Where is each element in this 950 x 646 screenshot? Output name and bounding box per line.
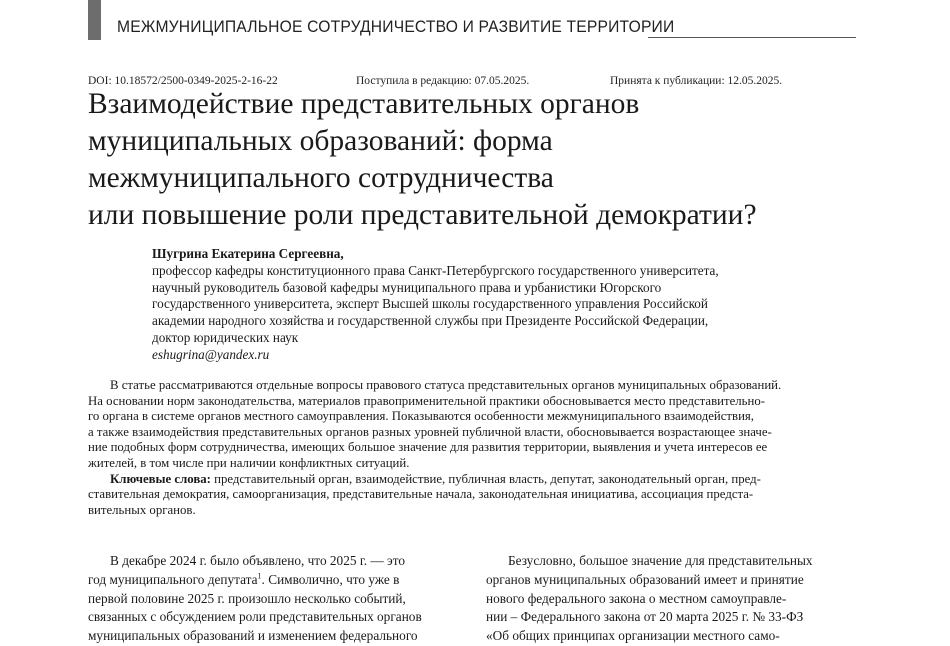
- doi: DOI: 10.18572/2500-0349-2025-2-16-22: [88, 75, 278, 87]
- header-rule: [648, 37, 856, 38]
- title-line: муниципальных образований: форма: [88, 125, 553, 157]
- author-affiliation-line: академии народного хозяйства и государственной службы при Президенте Российской Федерации,: [152, 313, 709, 329]
- body-line: нии – Федерального закона от 20 марта 2025 г. № 33-ФЗ: [486, 609, 804, 625]
- title-line: или повышение роли представительной демократии?: [88, 199, 757, 231]
- body-line: муниципальных образований и изменением федерального: [88, 628, 418, 644]
- header-accent-bar: [88, 0, 101, 40]
- author-affiliation-line: государственного университета, эксперт Высшей школы государственного управления Российской: [152, 296, 708, 312]
- abstract-line: жителей, в том числе при наличии конфликтных ситуаций.: [88, 455, 410, 470]
- abstract-line: ние подобных форм сотрудничества, имеющих большое значение для развития территории, выявления и учета интересов ее: [88, 440, 768, 455]
- abstract-line: а также взаимодействия представительных органов разных уровней публичной власти, обосновывается возрастающее значе-: [88, 424, 772, 439]
- keywords-line: вительных органов.: [88, 502, 196, 517]
- body-line: первой половине 2025 г. произошло несколько событий,: [88, 590, 406, 606]
- abstract: [88, 378, 858, 518]
- article-title: [88, 86, 908, 234]
- author-affiliation-line: профессор кафедры конституционного права Санкт-Петербургского государственного университета,: [152, 262, 719, 278]
- body-line: нового федерального закона о местном самоуправле-: [486, 590, 787, 606]
- body-text: . Символично, что уже в: [261, 571, 400, 587]
- body-line: «Об общих принципах организации местного само-: [486, 628, 780, 644]
- body-line: В декабре 2024 г. было объявлено, что 2025 г. — это: [110, 553, 406, 568]
- author-block: [152, 246, 892, 364]
- abstract-line: В статье рассматриваются отдельные вопросы правового статуса представительных органов муниципальных образований.: [110, 378, 782, 392]
- body-line: связанных с обсуждением роли представительных органов: [88, 609, 422, 625]
- section-title: МЕЖМУНИЦИПАЛЬНОЕ СОТРУДНИЧЕСТВО И РАЗВИТИЕ ТЕРРИТОРИИ: [117, 17, 675, 36]
- body-text: год муниципального депутата: [88, 571, 258, 587]
- body-line: [88, 571, 460, 590]
- keywords-label: Ключевые слова:: [110, 471, 211, 486]
- author-affiliation-line: научный руководитель базовой кафедры муниципального права и урбанистики Югорского: [152, 279, 662, 295]
- abstract-line: го органа в системе органов местного самоуправления. Показываются особенности межмуниципального взаимодействия,: [88, 409, 754, 424]
- body-column-right: [486, 552, 858, 646]
- keywords-line: ставительная демократия, самоорганизация, представительные начала, законодательная инициатива, ассоциация предста-: [88, 487, 754, 502]
- body-line: Безусловно, большое значение для представительных: [508, 553, 813, 568]
- keywords-text: представительный орган, взаимодействие, публичная власть, депутат, законодательный орган, пред-: [214, 471, 761, 486]
- keywords-line: [88, 472, 858, 488]
- body-line: органов муниципальных образований имеет и принятие: [486, 571, 804, 587]
- author-affiliation-line: доктор юридических наук: [152, 329, 299, 345]
- author-email[interactable]: eshugrina@yandex.ru: [152, 346, 270, 362]
- footnote-ref[interactable]: 1: [257, 571, 262, 581]
- abstract-line: На основании норм законодательства, материалов правоприменительной практики обосновывается место представительно-: [88, 393, 765, 408]
- title-line: межмуниципального сотрудничества: [88, 162, 554, 194]
- body-column-left: [88, 552, 460, 646]
- author-name: Шугрина Екатерина Сергеевна,: [152, 246, 344, 261]
- accepted-date: Принята к публикации: 12.05.2025.: [610, 75, 783, 87]
- received-date: Поступила в редакцию: 07.05.2025.: [356, 75, 530, 87]
- title-line: Взаимодействие представительных органов: [88, 88, 640, 120]
